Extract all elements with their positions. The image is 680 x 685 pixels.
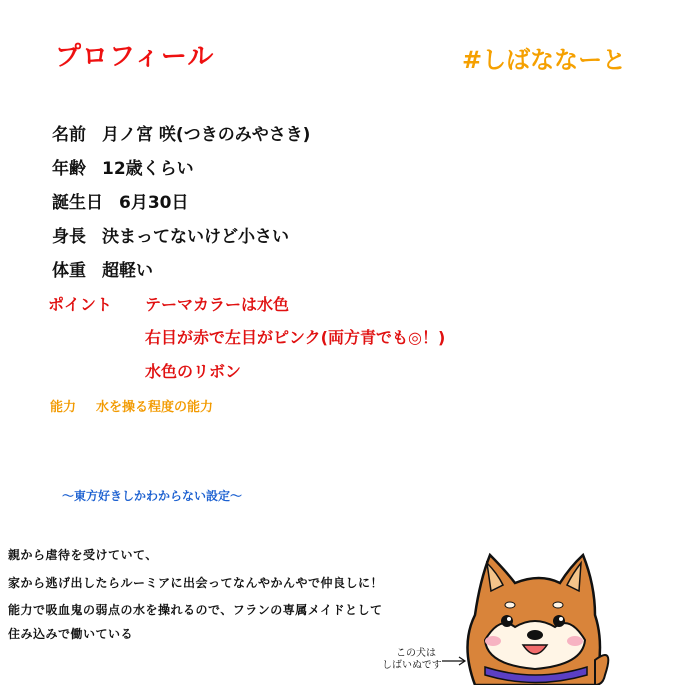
profile-height-row	[52, 222, 289, 247]
ability-label: 能力	[50, 400, 77, 415]
setting-note: 〜東方好きしかわからない設定〜	[62, 489, 243, 503]
arrow-right-icon	[440, 656, 470, 666]
profile-name-row	[52, 120, 310, 145]
dog-caption-line: しばいぬです	[382, 660, 442, 671]
weight-label: 体重	[52, 261, 86, 281]
lore-line: 家から逃げ出したらルーミアに出会ってなんやかんやで仲良しに！	[8, 576, 384, 590]
name-value: 月ノ宮 咲(つきのみやさき)	[102, 125, 311, 145]
point-item: テーマカラーは水色	[145, 295, 290, 314]
ability-value: 水を操る程度の能力	[96, 400, 214, 415]
profile-birthday-row	[52, 188, 189, 213]
profile-age-row	[52, 154, 194, 179]
dog-caption-line: この犬は	[396, 648, 436, 659]
age-value: 12歳くらい	[102, 159, 194, 179]
profile-weight-row	[52, 256, 153, 281]
hashtag: #しばななーと	[462, 46, 627, 74]
lore-line: 住み込みで働いている	[8, 627, 134, 641]
birthday-label: 誕生日	[52, 193, 103, 213]
name-label: 名前	[52, 125, 86, 145]
weight-value: 超軽い	[102, 261, 153, 281]
age-label: 年齢	[52, 159, 86, 179]
point-item: 水色のリボン	[145, 362, 242, 381]
lore-line: 能力で吸血鬼の弱点の水を操れるので、フランの専属メイドとして	[8, 603, 383, 617]
height-value: 決まってないけど小さい	[102, 227, 289, 247]
lore-line: 親から虐待を受けていて、	[8, 548, 158, 562]
point-item: 右目が赤で左目がピンク(両方青でも◎！)	[145, 328, 446, 347]
height-label: 身長	[52, 227, 86, 247]
page-title: プロフィール	[55, 42, 215, 72]
birthday-value: 6月30日	[119, 193, 189, 213]
shiba-dog-illustration	[455, 545, 625, 685]
points-label: ポイント	[48, 295, 113, 314]
